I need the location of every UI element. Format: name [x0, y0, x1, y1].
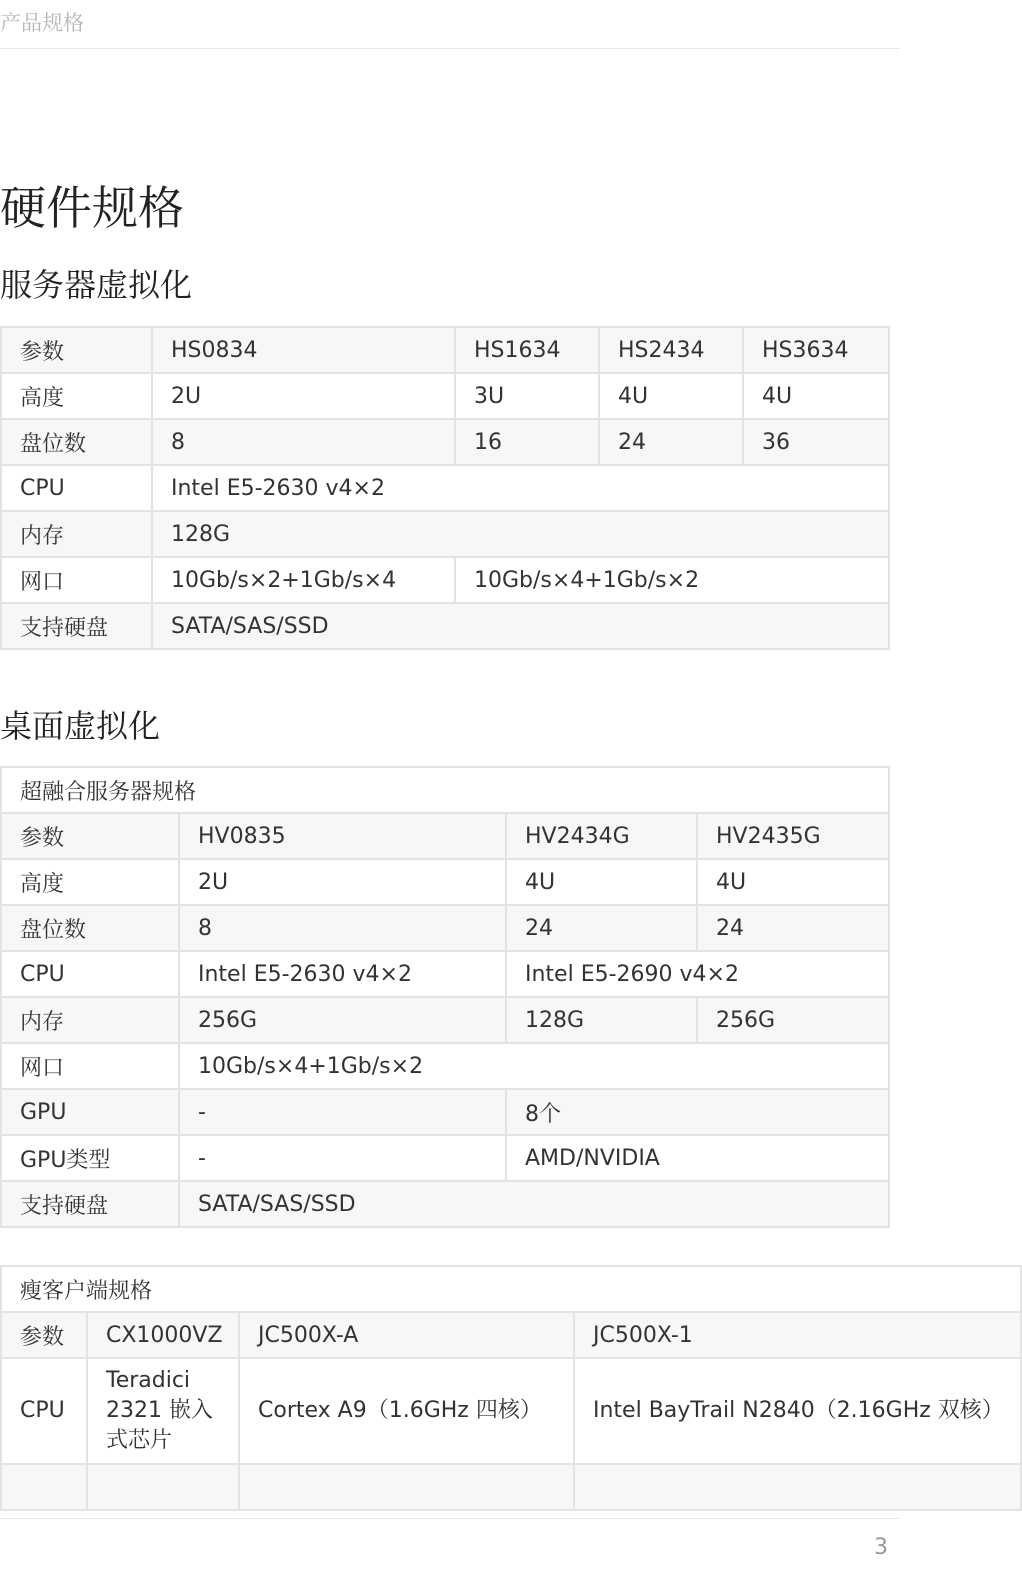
table-cell: 内存 — [1, 997, 179, 1043]
table-caption: 超融合服务器规格 — [1, 767, 889, 813]
table-cell: Cortex A9（1.6GHz 四核） — [239, 1358, 574, 1464]
table-cell: HV2435G — [697, 813, 889, 859]
table-cell: JC500X-1 — [574, 1312, 1021, 1358]
table-cell: 盘位数 — [1, 419, 152, 465]
table-caption-row — [1, 1266, 1021, 1312]
table-row — [1, 997, 889, 1043]
table-cell: 3U — [455, 373, 599, 419]
table-cell: HS1634 — [455, 327, 599, 373]
table-cell: 支持硬盘 — [1, 603, 152, 649]
table-cell: 10Gb/s×2+1Gb/s×4 — [152, 557, 455, 603]
table-cell: AMD/NVIDIA — [506, 1135, 889, 1181]
table-cell: 参数 — [1, 1312, 87, 1358]
table-caption: 瘦客户端规格 — [1, 1266, 1021, 1312]
table-cell: Intel E5-2690 v4×2 — [506, 951, 889, 997]
table-row — [1, 1464, 1021, 1510]
table-cell — [1, 1464, 87, 1510]
table-cell: 网口 — [1, 1043, 179, 1089]
table-row — [1, 327, 889, 373]
table-cell: 4U — [697, 859, 889, 905]
table-row — [1, 419, 889, 465]
table-cell: CX1000VZ — [87, 1312, 239, 1358]
table-row — [1, 1043, 889, 1089]
table-cell: 24 — [599, 419, 743, 465]
server-spec-table — [0, 326, 890, 650]
table-cell: 24 — [697, 905, 889, 951]
table-cell: HV0835 — [179, 813, 506, 859]
table-row — [1, 1135, 889, 1181]
table-cell: 2U — [152, 373, 455, 419]
table-cell: 10Gb/s×4+1Gb/s×2 — [179, 1043, 889, 1089]
footer-divider — [0, 1518, 900, 1519]
table-cell: 24 — [506, 905, 697, 951]
table-cell: 128G — [152, 511, 889, 557]
table-cell: HS2434 — [599, 327, 743, 373]
table-cell: 网口 — [1, 557, 152, 603]
table-cell — [239, 1464, 574, 1510]
table-cell: 4U — [599, 373, 743, 419]
table-row — [1, 1181, 889, 1227]
table-cell: 支持硬盘 — [1, 1181, 179, 1227]
table-row — [1, 511, 889, 557]
table-cell: HS3634 — [743, 327, 889, 373]
table-row — [1, 951, 889, 997]
table-cell: CPU — [1, 465, 152, 511]
desktop-virtualization-heading: 桌面虚拟化 — [0, 707, 161, 745]
table-cell: HS0834 — [152, 327, 455, 373]
page-heading: 硬件规格 — [0, 181, 184, 235]
table-cell: Intel E5-2630 v4×2 — [179, 951, 506, 997]
thin-client-table-viewport — [0, 1265, 1004, 1489]
table-row — [1, 465, 889, 511]
table-cell: SATA/SAS/SSD — [179, 1181, 889, 1227]
table-row — [1, 1358, 1021, 1464]
table-cell: 高度 — [1, 859, 179, 905]
table-cell: GPU类型 — [1, 1135, 179, 1181]
table-row — [1, 905, 889, 951]
page-number: 3 — [874, 1535, 888, 1560]
table-cell: 8个 — [506, 1089, 889, 1135]
table-cell: 盘位数 — [1, 905, 179, 951]
table-cell: 16 — [455, 419, 599, 465]
table-cell: Intel BayTrail N2840（2.16GHz 双核） — [574, 1358, 1021, 1464]
table-row — [1, 859, 889, 905]
table-row — [1, 813, 889, 859]
thin-client-spec-table — [0, 1265, 1022, 1511]
table-cell: 8 — [152, 419, 455, 465]
table-cell: Intel E5-2630 v4×2 — [152, 465, 889, 511]
table-cell: 4U — [743, 373, 889, 419]
table-cell: 256G — [179, 997, 506, 1043]
table-cell: GPU — [1, 1089, 179, 1135]
document-title: 产品规格 — [0, 11, 84, 35]
table-cell: JC500X-A — [239, 1312, 574, 1358]
table-cell: 36 — [743, 419, 889, 465]
top-bar — [0, 0, 900, 49]
table-cell: - — [179, 1135, 506, 1181]
table-cell: 参数 — [1, 813, 179, 859]
table-row — [1, 557, 889, 603]
hci-spec-table — [0, 766, 890, 1228]
table-cell: 内存 — [1, 511, 152, 557]
table-cell: CPU — [1, 951, 179, 997]
table-cell: HV2434G — [506, 813, 697, 859]
table-cell: Teradici 2321 嵌入式芯片 — [87, 1358, 239, 1464]
table-cell: SATA/SAS/SSD — [152, 603, 889, 649]
table-row — [1, 1089, 889, 1135]
table-cell — [574, 1464, 1021, 1510]
table-cell: 8 — [179, 905, 506, 951]
table-row — [1, 373, 889, 419]
table-cell: 2U — [179, 859, 506, 905]
table-cell: 参数 — [1, 327, 152, 373]
table-cell — [87, 1464, 239, 1510]
table-cell: 128G — [506, 997, 697, 1043]
table-cell: 高度 — [1, 373, 152, 419]
table-caption-row — [1, 767, 889, 813]
table-row — [1, 1312, 1021, 1358]
table-cell: - — [179, 1089, 506, 1135]
server-virtualization-heading: 服务器虚拟化 — [0, 266, 193, 304]
table-row — [1, 603, 889, 649]
table-cell: 4U — [506, 859, 697, 905]
table-cell: 10Gb/s×4+1Gb/s×2 — [455, 557, 889, 603]
table-cell: CPU — [1, 1358, 87, 1464]
table-cell: 256G — [697, 997, 889, 1043]
